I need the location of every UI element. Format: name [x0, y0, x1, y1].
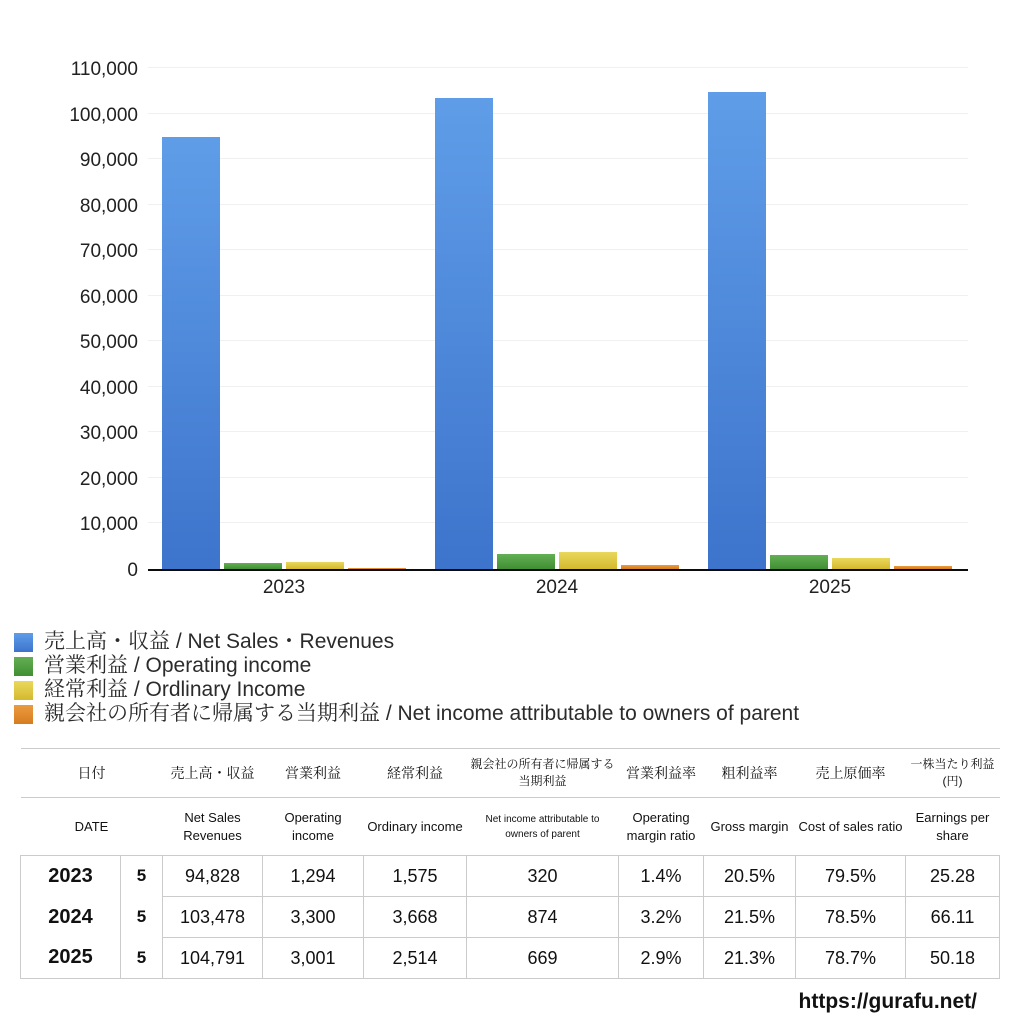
table-header-en — [21, 798, 1000, 856]
col-header-cost-ratio-jp: 売上原価率 — [796, 749, 906, 798]
bar-group-2023 — [162, 68, 406, 569]
plot-area — [148, 70, 968, 571]
cell-ordinary-income: 3,668 — [364, 897, 467, 938]
cell-month: 5 — [121, 938, 163, 979]
y-axis-label: 0 — [127, 560, 138, 581]
cell-year: 2023 — [21, 856, 121, 897]
bar-ordinary-income-2023 — [286, 562, 344, 569]
y-axis-label: 60,000 — [79, 286, 138, 308]
bar-net-sales-revenues-2023 — [162, 137, 220, 569]
cell-net-income: 874 — [467, 897, 619, 938]
col-header-net-sales-en: Net Sales Revenues — [163, 798, 263, 856]
bar-operating-income-2024 — [497, 554, 555, 569]
cell-operating-income: 1,294 — [263, 856, 364, 897]
col-header-operating-margin-en: Operating margin ratio — [619, 798, 704, 856]
bar-net-income-owners-of-parent-2024 — [621, 565, 679, 569]
cell-month: 5 — [121, 897, 163, 938]
cell-cost-ratio: 78.7% — [796, 938, 906, 979]
legend-label: 売上高・収益 / Net Sales・Revenues — [44, 630, 395, 653]
y-axis-label: 10,000 — [79, 514, 138, 536]
legend-swatch-ordinary-income-icon — [14, 681, 33, 700]
cell-gross-margin: 21.5% — [704, 897, 796, 938]
y-axis-label: 40,000 — [79, 377, 138, 399]
cell-cost-ratio: 78.5% — [796, 897, 906, 938]
footer-site-link[interactable]: https://gurafu.net/ — [798, 990, 977, 1013]
col-header-ordinary-income-jp: 経常利益 — [364, 749, 467, 798]
bar-group-2025 — [708, 68, 952, 569]
bar-net-sales-revenues-2024 — [435, 98, 493, 569]
table-row-2024 — [21, 897, 1000, 938]
y-axis-label: 80,000 — [79, 195, 138, 217]
col-header-gross-margin-en: Gross margin — [704, 798, 796, 856]
col-header-net-sales-jp: 売上高・収益 — [163, 749, 263, 798]
cell-net-sales: 104,791 — [163, 938, 263, 979]
cell-cost-ratio: 79.5% — [796, 856, 906, 897]
cell-eps: 66.11 — [906, 897, 1000, 938]
bar-net-income-owners-of-parent-2023 — [348, 568, 406, 570]
col-header-ordinary-income-en: Ordinary income — [364, 798, 467, 856]
table-header-jp — [21, 749, 1000, 798]
chart-legend — [14, 630, 799, 726]
table-row-2025 — [21, 938, 1000, 979]
legend-item-net-sales — [14, 630, 799, 654]
x-axis — [148, 577, 968, 603]
cell-net-sales: 103,478 — [163, 897, 263, 938]
bar-operating-income-2025 — [770, 555, 828, 569]
col-header-operating-income-en: Operating income — [263, 798, 364, 856]
y-axis-label: 30,000 — [79, 423, 138, 445]
bar-net-income-owners-of-parent-2025 — [894, 566, 952, 569]
y-axis-label: 50,000 — [79, 332, 138, 354]
legend-label: 経常利益 / Ordlinary Income — [44, 678, 306, 701]
legend-label: 親会社の所有者に帰属する当期利益 / Net income attributable to owners of parent — [44, 702, 800, 725]
y-axis — [0, 59, 138, 581]
col-header-cost-ratio-en: Cost of sales ratio — [796, 798, 906, 856]
col-header-net-income-en: Net income attributable to owners of parent — [467, 798, 619, 856]
x-axis-label: 2024 — [535, 577, 579, 598]
col-header-gross-margin-jp: 粗利益率 — [704, 749, 796, 798]
col-header-date-en: DATE — [21, 798, 163, 856]
bar-ordinary-income-2024 — [559, 552, 617, 569]
cell-operating-income: 3,300 — [263, 897, 364, 938]
y-axis-label: 110,000 — [70, 59, 138, 80]
cell-net-income: 320 — [467, 856, 619, 897]
x-axis-label: 2023 — [262, 577, 306, 598]
col-header-date-jp: 日付 — [21, 749, 163, 798]
cell-eps: 50.18 — [906, 938, 1000, 979]
legend-swatch-operating-income-icon — [14, 657, 33, 676]
legend-item-ordinary-income — [14, 678, 799, 702]
bar-ordinary-income-2025 — [832, 558, 890, 569]
col-header-eps-jp: 一株当たり利益(円) — [906, 749, 1000, 798]
cell-ordinary-income: 1,575 — [364, 856, 467, 897]
legend-swatch-net-income-icon — [14, 705, 33, 724]
y-axis-label: 20,000 — [79, 468, 138, 490]
cell-net-sales: 94,828 — [163, 856, 263, 897]
col-header-operating-margin-jp: 営業利益率 — [619, 749, 704, 798]
cell-year: 2024 — [21, 897, 121, 938]
cell-ordinary-income: 2,514 — [364, 938, 467, 979]
cell-month: 5 — [121, 856, 163, 897]
cell-eps: 25.28 — [906, 856, 1000, 897]
financials-table — [20, 748, 1000, 979]
cell-gross-margin: 21.3% — [704, 938, 796, 979]
cell-operating-margin: 3.2% — [619, 897, 704, 938]
x-axis-label: 2025 — [808, 577, 852, 598]
bar-net-sales-revenues-2025 — [708, 92, 766, 569]
col-header-operating-income-jp: 営業利益 — [263, 749, 364, 798]
cell-gross-margin: 20.5% — [704, 856, 796, 897]
legend-item-net-income — [14, 702, 799, 726]
y-axis-label: 70,000 — [79, 241, 138, 263]
y-axis-label: 90,000 — [79, 150, 138, 172]
legend-label: 営業利益 / Operating income — [44, 654, 312, 677]
legend-item-operating-income — [14, 654, 799, 678]
cell-year: 2025 — [21, 938, 121, 979]
y-axis-label: 100,000 — [69, 104, 138, 126]
bar-operating-income-2023 — [224, 563, 282, 569]
col-header-net-income-jp: 親会社の所有者に帰属する当期利益 — [467, 749, 619, 798]
cell-operating-income: 3,001 — [263, 938, 364, 979]
cell-operating-margin: 2.9% — [619, 938, 704, 979]
col-header-eps-en: Earnings per share — [906, 798, 1000, 856]
cell-operating-margin: 1.4% — [619, 856, 704, 897]
cell-net-income: 669 — [467, 938, 619, 979]
table-row-2023 — [21, 856, 1000, 897]
bar-group-2024 — [435, 68, 679, 569]
legend-swatch-net-sales-icon — [14, 633, 33, 652]
